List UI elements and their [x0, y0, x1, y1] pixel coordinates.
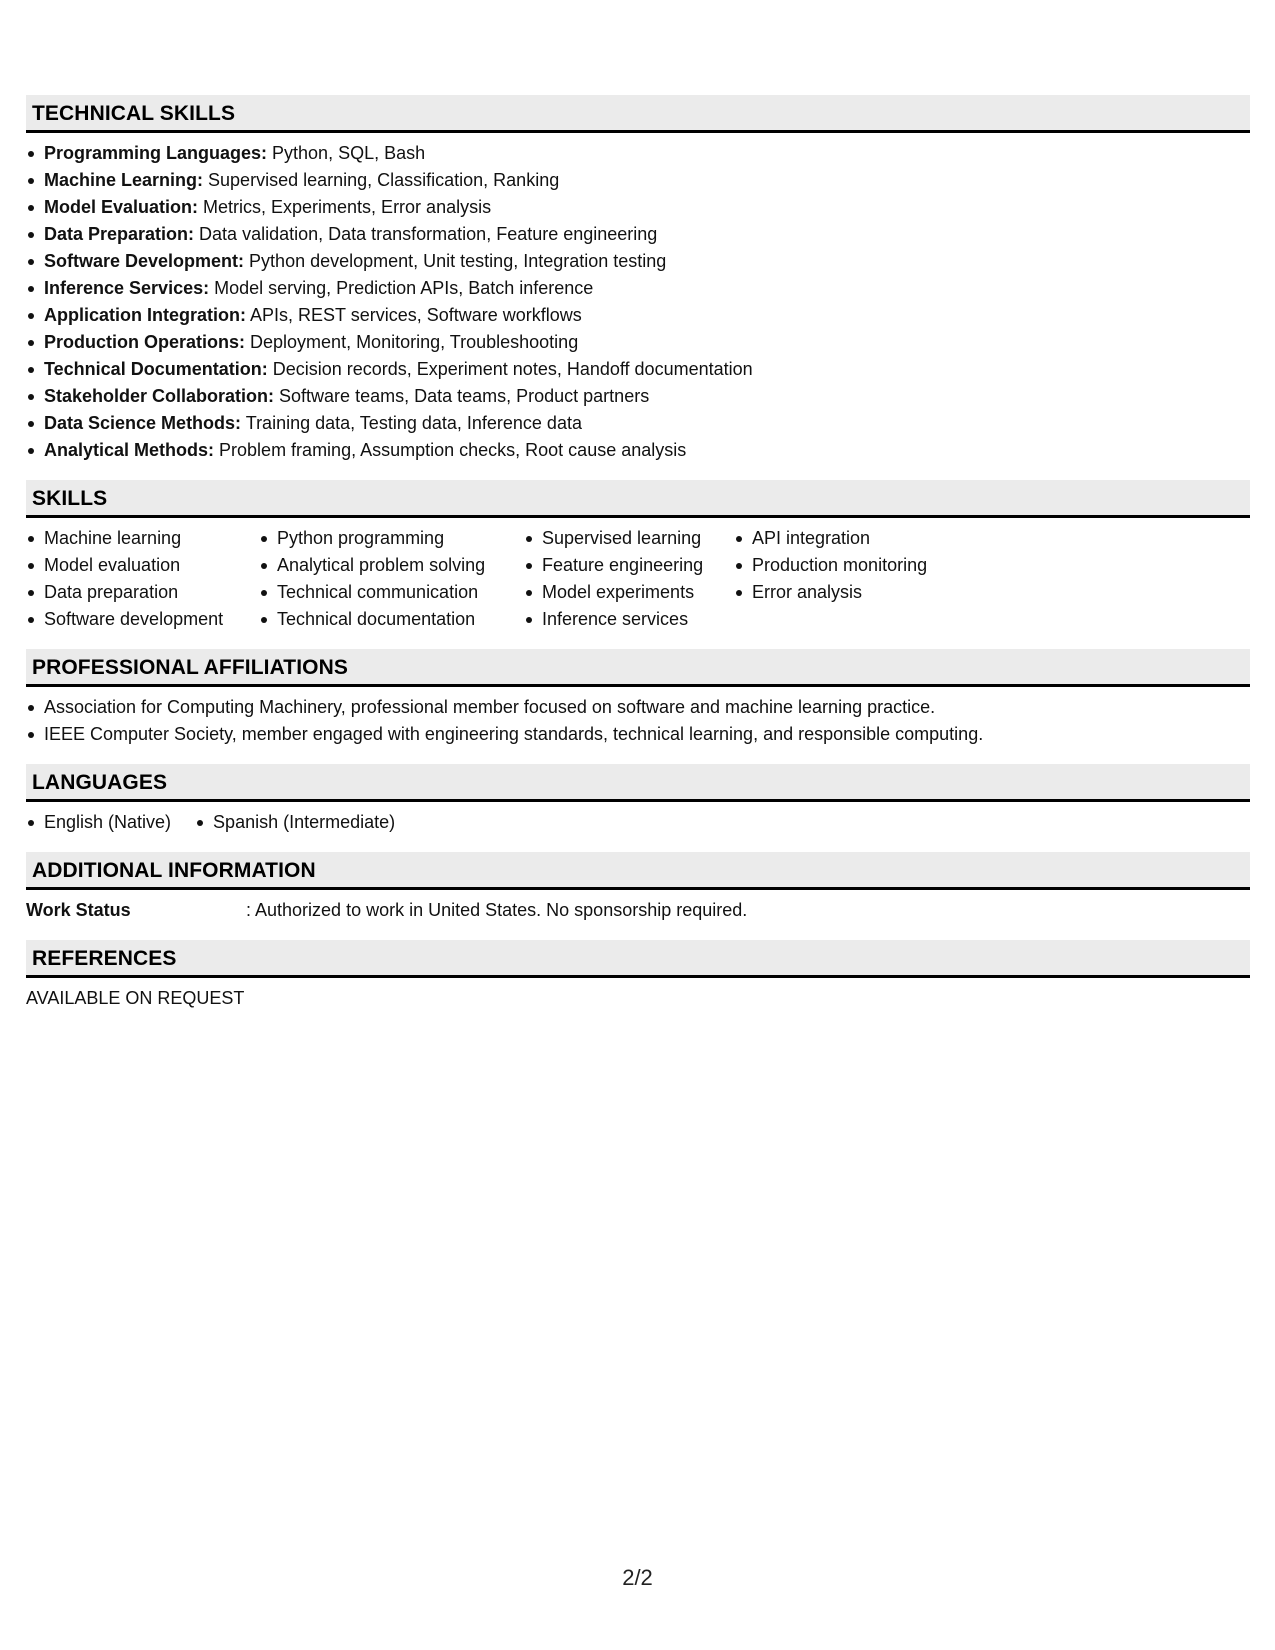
list-item: IEEE Computer Society, member engaged with engineering standards, technical learning, and responsible computing. [26, 721, 1250, 748]
work-status-row [26, 897, 1250, 924]
list-item: Spanish (Intermediate) [195, 809, 395, 836]
skill-value: Supervised learning, Classification, Ranking [203, 170, 560, 190]
list-item: Software development [26, 606, 259, 633]
list-item: Python programming [259, 525, 524, 552]
list-item: Data preparation [26, 579, 259, 606]
page-number: 2/2 [622, 1565, 653, 1590]
skill-label: Software Development: [44, 251, 245, 271]
skill-value: Python development, Unit testing, Integration testing [244, 251, 667, 271]
list-item [26, 383, 1250, 410]
list-item: Model experiments [524, 579, 734, 606]
references-section [26, 940, 1250, 1012]
skill-value: Deployment, Monitoring, Troubleshooting [245, 332, 579, 352]
skill-label: Inference Services: [44, 278, 210, 298]
list-item [26, 356, 1250, 383]
list-item [26, 221, 1250, 248]
list-item [26, 167, 1250, 194]
skill-value: Software teams, Data teams, Product partners [274, 386, 650, 406]
section-title: ADDITIONAL INFORMATION [26, 852, 1250, 890]
list-item [26, 140, 1250, 167]
skill-label: Application Integration: [44, 305, 246, 325]
affiliations-section [26, 649, 1250, 748]
list-item: Machine learning [26, 525, 259, 552]
list-item [26, 248, 1250, 275]
skill-value: Metrics, Experiments, Error analysis [198, 197, 492, 217]
languages-row [26, 809, 1250, 836]
skill-label: Data Science Methods: [44, 413, 242, 433]
work-status-label: Work Status [26, 900, 131, 920]
references-text: AVAILABLE ON REQUEST [26, 988, 245, 1008]
skills-column [26, 525, 259, 633]
skill-value: Data validation, Data transformation, Feature engineering [194, 224, 658, 244]
list-item: Association for Computing Machinery, professional member focused on software and machine learning practice. [26, 694, 1250, 721]
skill-label: Technical Documentation: [44, 359, 268, 379]
list-item: Inference services [524, 606, 734, 633]
skill-value: Training data, Testing data, Inference data [241, 413, 582, 433]
section-title: PROFESSIONAL AFFILIATIONS [26, 649, 1250, 687]
section-title: SKILLS [26, 480, 1250, 518]
skills-column [259, 525, 524, 633]
list-item: Analytical problem solving [259, 552, 524, 579]
section-title: LANGUAGES [26, 764, 1250, 802]
list-item: API integration [734, 525, 974, 552]
list-item: Technical communication [259, 579, 524, 606]
list-item: Error analysis [734, 579, 974, 606]
list-item [26, 275, 1250, 302]
skill-value: Decision records, Experiment notes, Handoff documentation [267, 359, 753, 379]
list-item: English (Native) [26, 809, 171, 836]
list-item: Model evaluation [26, 552, 259, 579]
skill-value: Python, SQL, Bash [267, 143, 426, 163]
additional-information-section [26, 852, 1250, 924]
skill-label: Programming Languages: [44, 143, 268, 163]
languages-section [26, 764, 1250, 836]
resume-page [26, 95, 1250, 1028]
list-item [26, 437, 1250, 464]
skill-label: Machine Learning: [44, 170, 204, 190]
skill-label: Model Evaluation: [44, 197, 199, 217]
list-item: Technical documentation [259, 606, 524, 633]
skill-label: Production Operations: [44, 332, 246, 352]
technical-skills-section [26, 95, 1250, 464]
skills-section [26, 480, 1250, 633]
skills-column [734, 525, 974, 633]
list-item [26, 302, 1250, 329]
affiliations-list [26, 694, 1250, 748]
list-item [26, 410, 1250, 437]
languages-list [26, 809, 419, 836]
skill-value: Model serving, Prediction APIs, Batch inference [209, 278, 594, 298]
section-title: REFERENCES [26, 940, 1250, 978]
skill-label: Analytical Methods: [44, 440, 215, 460]
skills-column [524, 525, 734, 633]
list-item: Supervised learning [524, 525, 734, 552]
list-item: Production monitoring [734, 552, 974, 579]
work-status-value: : Authorized to work in United States. No sponsorship required. [246, 900, 748, 920]
skill-value: Problem framing, Assumption checks, Root cause analysis [214, 440, 687, 460]
list-item: Feature engineering [524, 552, 734, 579]
list-item [26, 194, 1250, 221]
technical-skills-list [26, 140, 1250, 464]
skill-value: APIs, REST services, Software workflows [246, 305, 582, 325]
section-title: TECHNICAL SKILLS [26, 95, 1250, 133]
skill-label: Data Preparation: [44, 224, 195, 244]
skill-label: Stakeholder Collaboration: [44, 386, 275, 406]
list-item [26, 329, 1250, 356]
skills-grid [26, 525, 1250, 633]
